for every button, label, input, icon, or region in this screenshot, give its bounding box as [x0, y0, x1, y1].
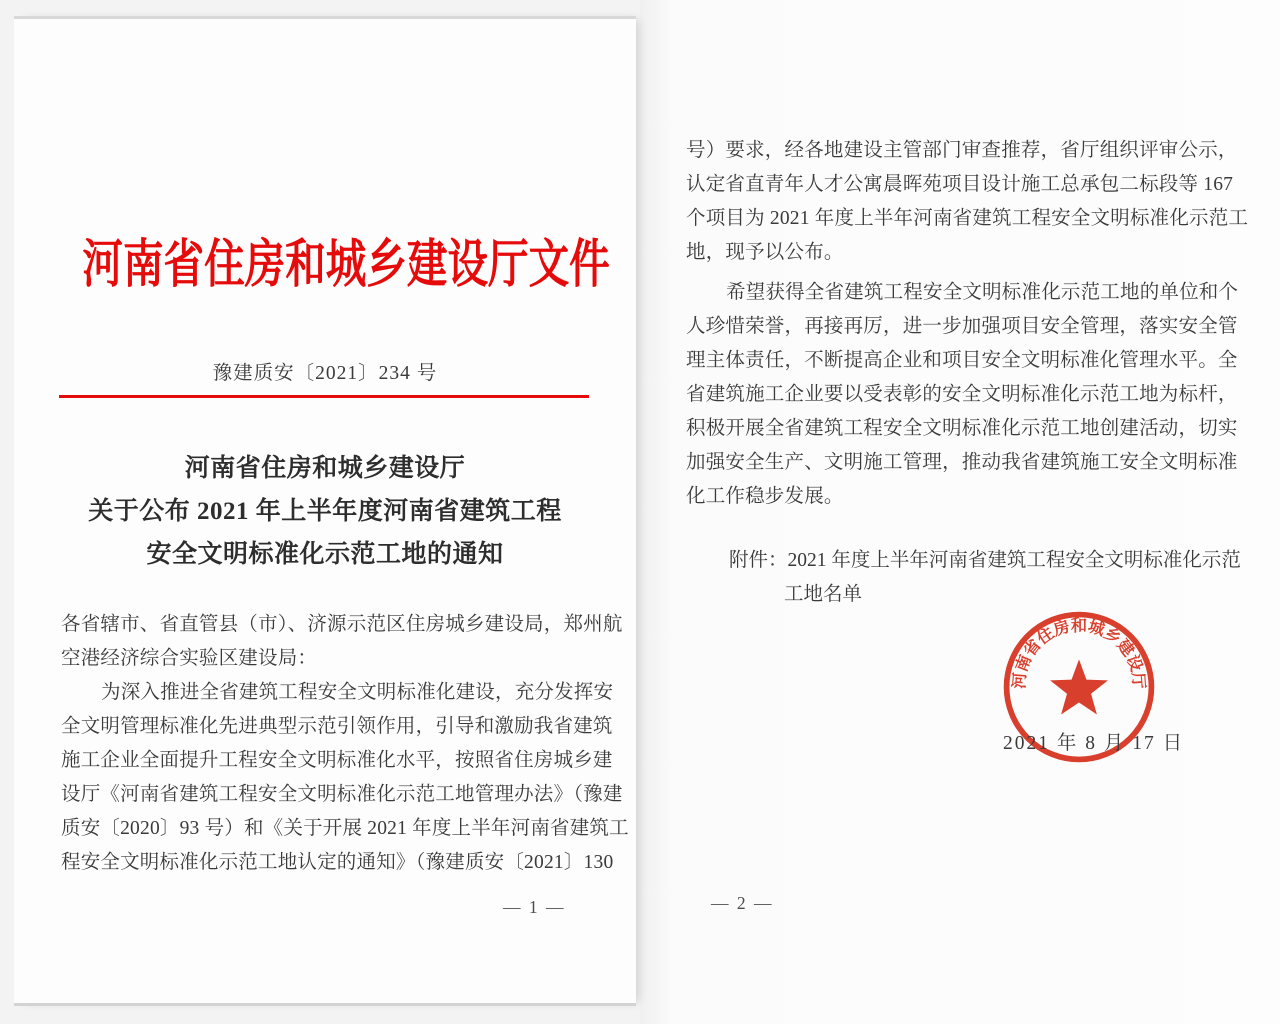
page1-body-text	[61, 608, 629, 880]
attachment-note	[729, 544, 1241, 612]
body-line: 为深入推进全省建筑工程安全文明标准化建设，充分发挥安	[101, 682, 614, 703]
page-number-1: — 1 —	[503, 897, 566, 917]
body-line: 希望获得全省建筑工程安全文明标准化示范工地的单位和个	[726, 282, 1239, 303]
body-line: 施工企业全面提升工程安全文明标准化水平，按照省住房城乡建	[61, 750, 613, 771]
agency-letterhead: 河南省住房和城乡建设厅文件	[82, 237, 610, 294]
body-line: 各省辖市、省直管县（市）、济源示范区住房城乡建设局，郑州航	[61, 614, 623, 635]
title-line: 关于公布 2021 年上半年度河南省建筑工程	[88, 498, 562, 525]
red-divider-rule	[59, 395, 589, 398]
body-line: 全文明管理标准化先进典型示范引领作用，引导和激励我省建筑	[61, 716, 613, 737]
document-page-1	[14, 16, 636, 1006]
body-line: 理主体责任，不断提高企业和项目安全文明标准化管理水平。全	[686, 350, 1238, 371]
attachment-line: 附件：2021 年度上半年河南省建筑工程安全文明标准化示范	[729, 550, 1241, 571]
page-number-2: — 2 —	[711, 893, 774, 913]
title-line: 安全文明标准化示范工地的通知	[146, 541, 504, 568]
body-line: 加强安全生产、文明施工管理，推动我省建筑施工安全文明标准	[686, 452, 1238, 473]
document-title	[14, 447, 636, 576]
body-line: 质安〔2020〕93 号）和《关于开展 2021 年度上半年河南省建筑工	[61, 818, 629, 839]
body-line: 地，现予以公布。	[686, 242, 844, 263]
star-icon	[1050, 659, 1108, 714]
body-line: 号）要求，经各地建设主管部门审查推荐，省厅组织评审公示，	[686, 140, 1238, 161]
page2-body-text	[686, 134, 1249, 514]
body-line: 个项目为 2021 年度上半年河南省建筑工程安全文明标准化示范工	[686, 208, 1249, 229]
seal-arc-text: 河南省住房和城乡建设厅	[1010, 616, 1148, 690]
attachment-line: 工地名单	[784, 584, 863, 605]
body-line: 人珍惜荣誉，再接再厉，进一步加强项目安全管理，落实安全管	[686, 316, 1238, 337]
body-line: 程安全文明标准化示范工地认定的通知》（豫建质安〔2021〕130	[61, 852, 614, 873]
body-line: 积极开展全省建筑工程安全文明标准化示范工地创建活动，切实	[686, 418, 1238, 439]
body-line: 省建筑施工企业要以受表彰的安全文明标准化示范工地为标杆，	[686, 384, 1238, 405]
document-number: 豫建质安〔2021〕234 号	[212, 363, 438, 384]
title-line: 河南省住房和城乡建设厅	[184, 455, 466, 482]
body-line: 认定省直青年人才公寓晨晖苑项目设计施工总承包二标段等 167	[686, 174, 1234, 195]
issue-date: 2021 年 8 月 17 日	[1003, 733, 1185, 754]
body-line: 空港经济综合实验区建设局：	[61, 648, 318, 669]
body-line: 设厅《河南省建筑工程安全文明标准化示范工地管理办法》（豫建	[61, 784, 623, 805]
body-line: 化工作稳步发展。	[686, 486, 844, 507]
document-page-2	[640, 0, 1280, 1024]
